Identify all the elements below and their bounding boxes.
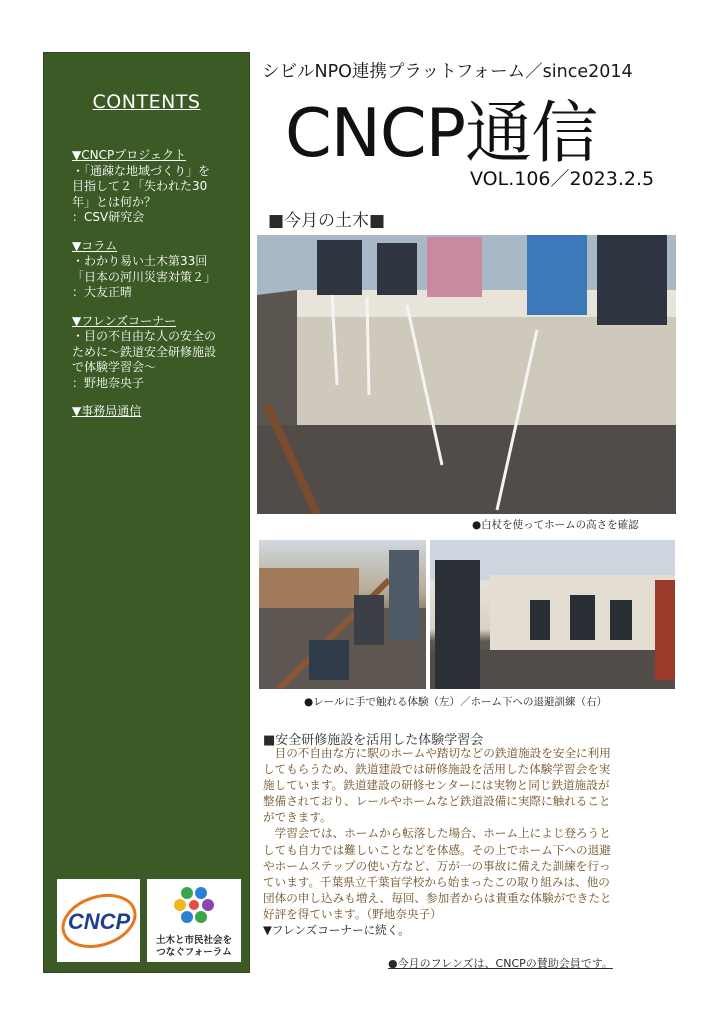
article-body	[263, 745, 667, 938]
issue-number: VOL.106／2023.2.5	[470, 168, 655, 190]
article-line: してもらうため、鉄道建設では研修施設を活用した体験学習会を実	[263, 762, 611, 777]
toc-line: ：CSV研究会	[72, 210, 145, 224]
toc-line: ：野地奈央子	[72, 375, 145, 390]
forum-logo-graphic	[147, 879, 241, 935]
toc-line: 目指して２「失われた30	[72, 179, 208, 193]
toc-line: ために～鉄道安全研修施設	[72, 344, 217, 359]
article-line: 整備されており、レールやホームなど鉄道設備に実際に触れること	[263, 794, 611, 809]
photo-rail-touch-illustration	[259, 540, 426, 689]
contents-title: CONTENTS	[92, 91, 201, 113]
toc-link-secretariat[interactable]: ▼事務局通信	[72, 404, 142, 418]
photo-evacuation-drill	[430, 540, 675, 689]
article-line: 施しています。鉄道建設の研修センターには実物と同じ鉄道施設が	[263, 778, 610, 793]
masthead-title: CNCP通信	[285, 94, 598, 172]
article-line: 団体の申し込みも増え、毎回、参加者からは貴重な体験ができたと	[263, 890, 612, 905]
masthead-subtitle: シビルNPO連携プラットフォーム／since2014	[262, 62, 633, 82]
article-line: 学習会では、ホームから転落した場合、ホーム上によじ登ろうと	[263, 826, 611, 841]
toc-section-cncp-project	[72, 148, 244, 226]
article-line: ています。千葉県立千葉盲学校から始まったこの取り組みは、他の	[263, 874, 610, 889]
toc-section-secretariat	[72, 404, 244, 420]
article-line: ができます。	[263, 810, 332, 825]
forum-logo-line-2: つなぐフォーラム	[156, 947, 232, 958]
caption-photo-pair: ●レールに手で触れる体験（左）／ホーム下への退避訓練（右）	[304, 696, 607, 708]
sidebar	[43, 52, 250, 973]
toc-line: 「日本の河川災害対策２」	[72, 269, 217, 284]
article-line: 目の不自由な方に駅のホームや踏切などの鉄道施設を安全に利用	[263, 746, 611, 760]
toc-line: ・目の不自由な人の安全の	[72, 329, 217, 343]
toc-line: で体験学習会～	[72, 360, 157, 374]
toc-link-column[interactable]: ▼コラム	[72, 238, 118, 253]
cncp-logo-text: CNCP	[67, 908, 130, 934]
photo-cane-platform-illustration	[257, 235, 676, 514]
friends-footnote-link[interactable]: ●今月のフレンズは、CNCPの賛助会員です。	[388, 957, 613, 970]
cncp-logo-graphic	[59, 891, 139, 951]
article-heading: ■安全研修施設を活用した体験学習会	[263, 733, 484, 748]
toc-line: 年」とは何か？	[72, 194, 157, 209]
photo-evacuation-drill-illustration	[430, 540, 675, 689]
table-of-contents	[72, 148, 244, 433]
article-line: やホームステップの使い方など、万が一の事故に備えた訓練を行っ	[263, 858, 611, 873]
caption-main-photo: ●白杖を使ってホームの高さを確認	[472, 519, 639, 531]
article-line: 好評を得ています。（野地奈央子）	[263, 906, 442, 921]
section-heading: ■今月の土木■	[268, 211, 386, 231]
cncp-logo	[57, 879, 140, 962]
toc-line: ・わかり易い土木第33回	[72, 254, 208, 268]
toc-line: ：大友正晴	[72, 285, 133, 299]
article-continuation: ▼フレンズコーナーに続く。	[263, 923, 410, 938]
toc-line: ・「通疎な地域づくり」を	[72, 163, 211, 178]
forum-logo-line-1: 土木と市民社会を	[155, 935, 232, 946]
forum-logo	[147, 879, 241, 962]
article-line: しても自力では難しいことなどを体感。その上でホーム下への退避	[263, 842, 611, 857]
toc-link-cncp-project[interactable]: ▼CNCPプロジェクト	[72, 148, 186, 162]
toc-link-friends-corner[interactable]: ▼フレンズコーナー	[72, 313, 177, 328]
forum-logo-caption	[147, 935, 241, 959]
photo-cane-platform	[257, 235, 676, 514]
photo-rail-touch	[259, 540, 426, 689]
toc-section-column	[72, 239, 244, 301]
toc-section-friends-corner	[72, 314, 244, 392]
